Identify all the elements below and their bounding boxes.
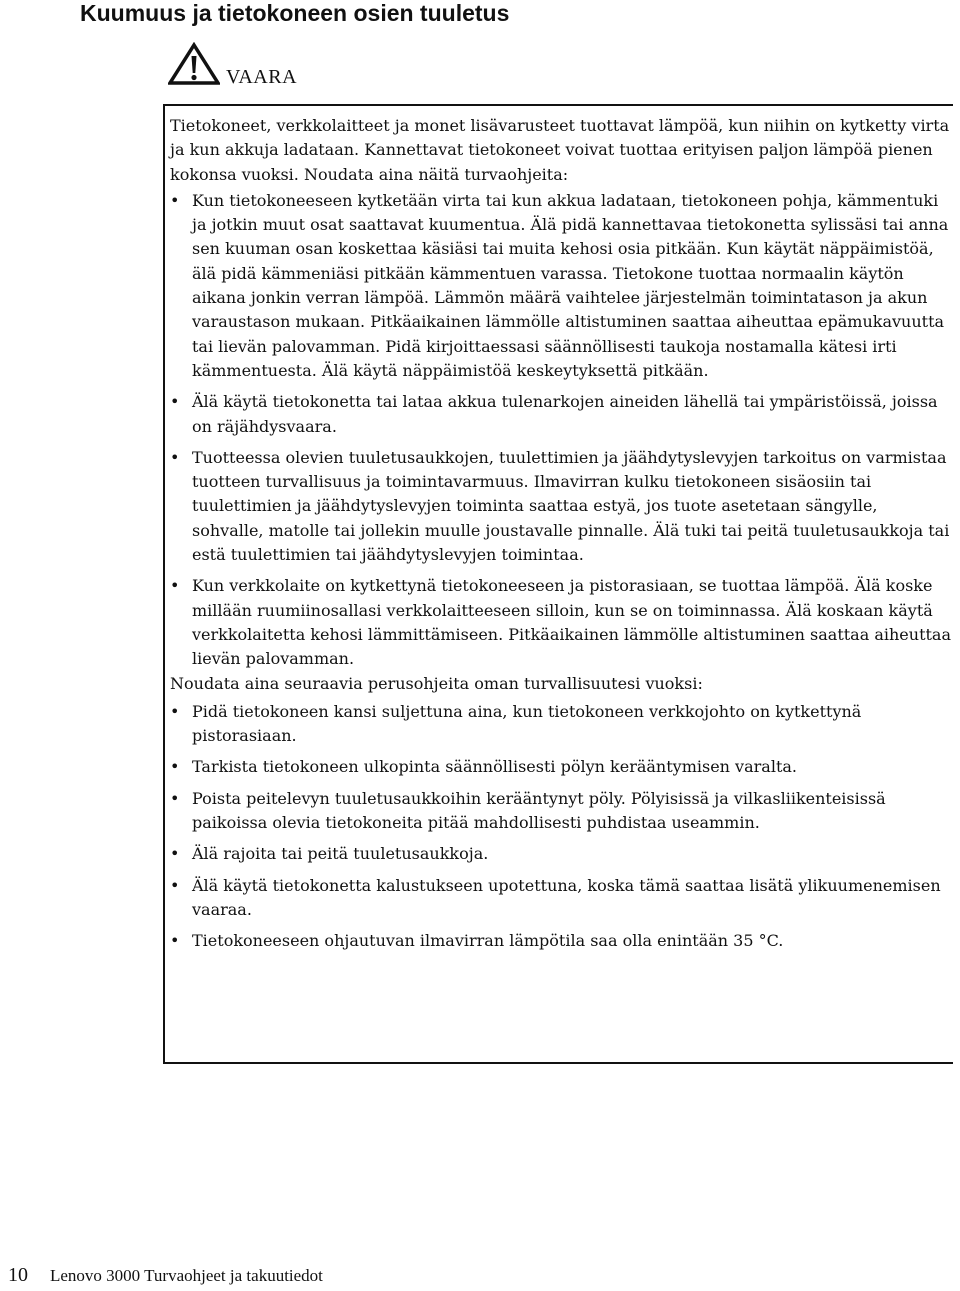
- list-item: • Älä käytä tietokonetta kalustukseen upotettuna, koska tämä saattaa lisätä ylikuumenemisen vaaraa.: [170, 874, 952, 923]
- list-item: • Tarkista tietokoneen ulkopinta säännöllisesti pölyn kerääntymisen varalta.: [170, 755, 952, 779]
- list-item: • Älä rajoita tai peitä tuuletusaukkoja.: [170, 842, 952, 866]
- page-footer: [8, 1265, 323, 1286]
- list-item: • Älä käytä tietokonetta tai lataa akkua tulenarkojen aineiden lähellä tai ympäristöissä, joissa on räjähdysvaara.: [170, 390, 952, 439]
- warning-label: VAARA: [226, 66, 298, 88]
- list-item: • Tuotteessa olevien tuuletusaukkojen, tuulettimien ja jäähdytyslevyjen tarkoitus on varmistaa tuotteen turvallisuus ja toimintavarmuus. Ilmavirran kulku tietokoneen sisäosiin tai tuulettimien ja jäähdytyslevyjen toiminta saattaa estyä, jos tuote asetetaan sängylle, sohvalle, matolle tai jollekin muulle joustavalle pinnalle. Älä tuki tai peitä tuuletusaukkoja tai estä tuulettimien tai jäähdytyslevyjen toimintaa.: [170, 446, 952, 567]
- basic-list: [170, 700, 952, 954]
- list-item: • Tietokoneeseen ohjautuvan ilmavirran lämpötila saa olla enintään 35 °C.: [170, 929, 952, 953]
- list-item: • Kun tietokoneeseen kytketään virta tai kun akkua ladataan, tietokoneen pohja, kämmentuki ja jotkin muut osat saattavat kuumentua. Älä pidä kannettavaa tietokonetta sylissäsi tai anna sen kuuman osan koskettaa käsiäsi tai muita kehosi osia pitkään. Kun käytät näppäimistöä, älä pidä kämmeniäsi pitkään kämmentuen varassa. Tietokone tuottaa normaalin käytön aikana jonkin verran lämpöä. Lämmön määrä vaihtelee järjestelmän toimintatason ja akun varaustason mukaan. Pitkäaikainen lämmölle altistuminen saattaa aiheuttaa epämukavuutta tai lievän palovamman. Pidä kirjoittaessasi säännöllisesti taukoja nostamalla kätesi irti kämmentuesta. Älä käytä näppäimistöä keskeytyksettä pitkään.: [170, 189, 952, 383]
- warning-list: [170, 189, 952, 672]
- page-title: Kuumuus ja tietokoneen osien tuuletus: [80, 0, 510, 26]
- book-title: Lenovo 3000 Turvaohjeet ja takuutiedot: [50, 1266, 323, 1285]
- page-number: 10: [8, 1264, 28, 1286]
- list-item: • Kun verkkolaite on kytkettynä tietokoneeseen ja pistorasiaan, se tuottaa lämpöä. Älä koske millään ruumiinosallasi verkkolaitteeseen silloin, kun se on toiminnassa. Älä koskaan käytä verkkolaitetta kehosi lämmittämiseen. Pitkäaikainen lämmölle altistuminen saattaa aiheuttaa lievän palovamman.: [170, 574, 952, 671]
- warning-triangle-icon: [168, 42, 220, 86]
- list-item: • Poista peitelevyn tuuletusaukkoihin kerääntynyt pöly. Pölyisissä ja vilkasliikenteisissä paikoissa olevia tietokoneita pitää mahdollisesti puhdistaa useammin.: [170, 787, 952, 836]
- warning-intro: Tietokoneet, verkkolaitteet ja monet lisävarusteet tuottavat lämpöä, kun niihin on kytketty virta ja kun akkuja ladataan. Kannettavat tietokoneet voivat tuottaa erityisen paljon lämpöä pienen kokonsa vuoksi. Noudata aina näitä turvaohjeita:: [170, 116, 950, 184]
- list-item: • Pidä tietokoneen kansi suljettuna aina, kun tietokoneen verkkojohto on kytkettynä pistorasiaan.: [170, 700, 952, 749]
- basic-intro: Noudata aina seuraavia perusohjeita oman turvallisuutesi vuoksi:: [170, 673, 703, 693]
- warning-content: [170, 114, 952, 954]
